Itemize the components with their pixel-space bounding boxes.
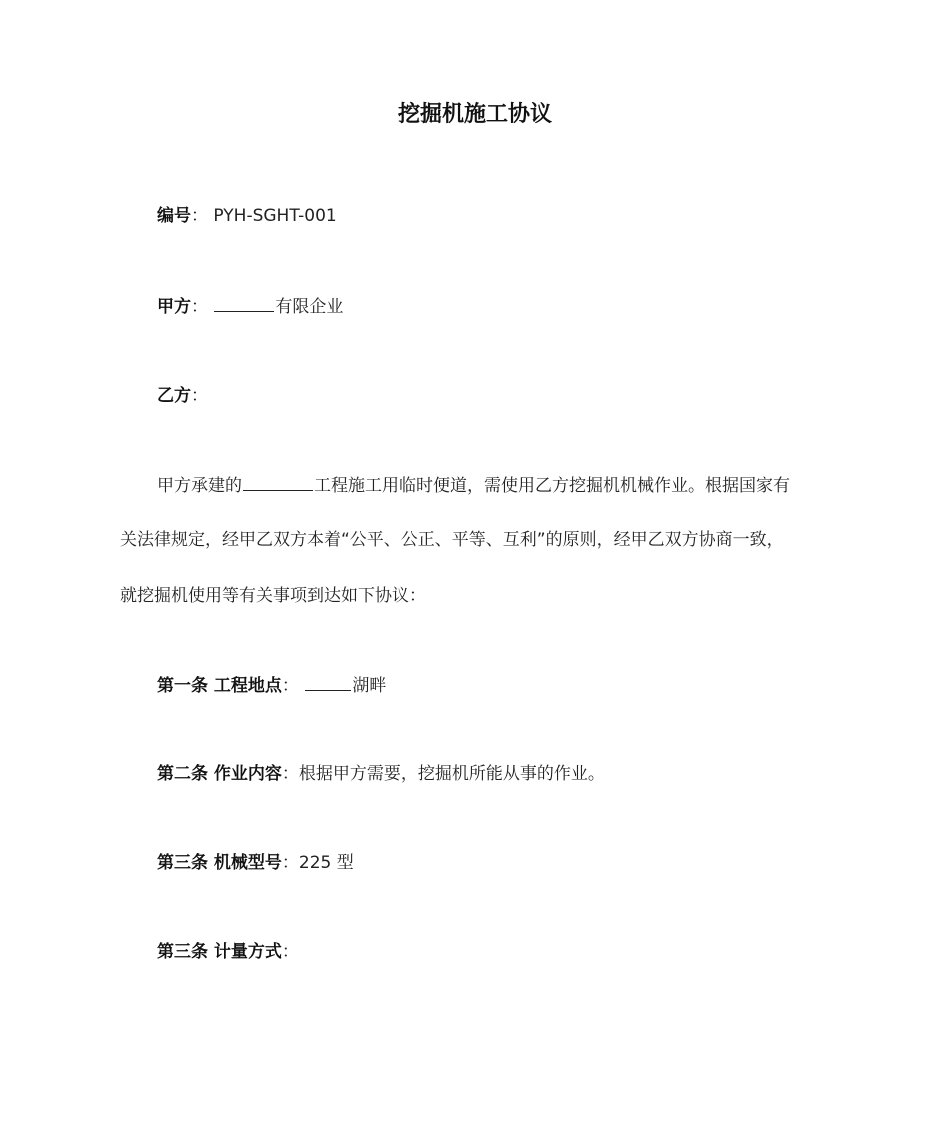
party-b-label: 乙方 <box>157 386 191 406</box>
article-2-value: 根据甲方需要，挖掘机所能从事的作业。 <box>298 764 605 784</box>
article-1-label: 第一条 工程地点 <box>157 676 282 696</box>
article-1-blank <box>305 673 351 691</box>
contract-number-label: 编号 <box>157 206 191 226</box>
party-b-line <box>157 384 208 408</box>
intro-line-1 <box>157 473 790 498</box>
party-a-line <box>157 294 343 319</box>
project-name-blank <box>243 473 313 491</box>
article-4-line <box>157 940 299 964</box>
article-2-line <box>157 762 605 786</box>
article-3-value: 225 型 <box>298 853 354 873</box>
intro-line-3: 就挖掘机使用等有关事项到达如下协议： <box>120 586 426 606</box>
article-3-label: 第三条 机械型号 <box>157 853 282 873</box>
article-2-sep: ： <box>281 764 299 784</box>
contract-number-line <box>157 204 337 228</box>
contract-number-value: PYH-SGHT-001 <box>213 206 337 226</box>
article-1-sep: ： <box>281 676 299 696</box>
party-b-sep: ： <box>191 386 208 406</box>
article-4-sep: ： <box>281 942 299 962</box>
article-4-label: 第三条 计量方式 <box>157 942 282 962</box>
intro-line-1-part-2: 工程施工用临时便道，需使用乙方挖掘机机械作业。根据国家有 <box>314 476 790 496</box>
contract-number-sep: ： <box>191 206 208 226</box>
intro-line-2: 关法律规定，经甲乙双方本着“公平、公正、平等、互利”的原则，经甲乙双方协商一致， <box>120 530 784 550</box>
party-a-blank <box>214 294 274 312</box>
document-title: 挖掘机施工协议 <box>397 102 552 127</box>
party-a-sep: ： <box>191 297 208 317</box>
article-3-line <box>157 851 354 875</box>
article-1-value: 湖畔 <box>352 676 387 696</box>
intro-line-1-part-1: 甲方承建的 <box>157 476 242 496</box>
party-a-suffix: 有限企业 <box>275 297 344 317</box>
article-2-label: 第二条 作业内容 <box>157 764 282 784</box>
article-3-sep: ： <box>281 853 299 873</box>
party-a-label: 甲方 <box>157 297 191 317</box>
article-1-line <box>157 673 386 698</box>
